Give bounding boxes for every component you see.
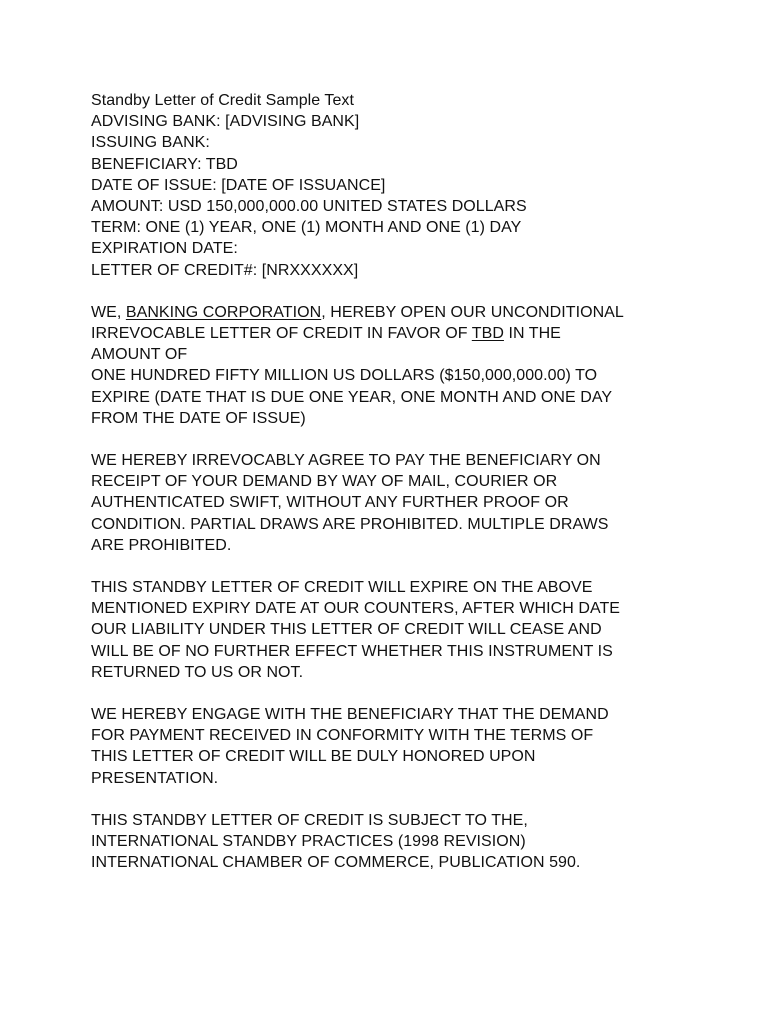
text-run: WE, — [91, 303, 126, 321]
paragraph-line: THIS STANDBY LETTER OF CREDIT WILL EXPIRE ON THE ABOVE — [91, 579, 593, 597]
paragraph-line: ONE HUNDRED FIFTY MILLION US DOLLARS ($150,000,000.00) TO — [91, 367, 598, 385]
beneficiary-underlined: TBD — [471, 325, 504, 343]
paragraph-line: THIS STANDBY LETTER OF CREDIT IS SUBJECT TO THE, — [91, 811, 528, 829]
expiration-date-line: EXPIRATION DATE: — [91, 240, 238, 258]
letter-of-credit-number-line: LETTER OF CREDIT#: [NRXXXXXX] — [91, 261, 359, 279]
paragraph-line — [91, 302, 731, 323]
header-block — [91, 90, 731, 281]
paragraph-gap — [91, 281, 731, 302]
paragraph-line: RETURNED TO US OR NOT. — [91, 663, 304, 681]
bank-name-underlined: BANKING CORPORATION — [125, 303, 322, 321]
opening-paragraph — [91, 302, 731, 429]
letter-of-credit-document — [91, 90, 731, 874]
paragraph-gap — [91, 789, 731, 810]
paragraph-line: WE HEREBY IRREVOCABLY AGREE TO PAY THE BENEFICIARY ON — [91, 452, 601, 470]
paragraph-gap — [91, 429, 731, 450]
governing-rules-paragraph — [91, 810, 731, 874]
amount-line: AMOUNT: USD 150,000,000.00 UNITED STATES DOLLARS — [91, 198, 527, 216]
paragraph-line: AUTHENTICATED SWIFT, WITHOUT ANY FURTHER PROOF OR — [91, 494, 569, 512]
expiry-paragraph — [91, 577, 731, 683]
paragraph-line: AMOUNT OF — [91, 346, 188, 364]
paragraph-line: ARE PROHIBITED. — [91, 536, 232, 554]
payment-agreement-paragraph — [91, 450, 731, 556]
text-run: IN THE — [503, 325, 561, 343]
beneficiary-line: BENEFICIARY: TBD — [91, 155, 238, 173]
paragraph-line: RECEIPT OF YOUR DEMAND BY WAY OF MAIL, COURIER OR — [91, 473, 558, 491]
paragraph-gap — [91, 556, 731, 577]
paragraph-gap — [91, 683, 731, 704]
advising-bank-line: ADVISING BANK: [ADVISING BANK] — [91, 113, 360, 131]
engagement-paragraph — [91, 704, 731, 789]
text-run: , HEREBY OPEN OUR UNCONDITIONAL — [321, 303, 624, 321]
paragraph-line: FOR PAYMENT RECEIVED IN CONFORMITY WITH THE TERMS OF — [91, 727, 594, 745]
text-run: IRREVOCABLE LETTER OF CREDIT IN FAVOR OF — [91, 325, 472, 343]
paragraph-line: WILL BE OF NO FURTHER EFFECT WHETHER THIS INSTRUMENT IS — [91, 642, 613, 660]
issuing-bank-line: ISSUING BANK: — [91, 134, 210, 152]
paragraph-line: CONDITION. PARTIAL DRAWS ARE PROHIBITED. MULTIPLE DRAWS — [91, 515, 609, 533]
document-title: Standby Letter of Credit Sample Text — [91, 92, 354, 109]
paragraph-line — [91, 323, 731, 344]
paragraph-line: INTERNATIONAL STANDBY PRACTICES (1998 REVISION) — [91, 833, 526, 851]
term-line: TERM: ONE (1) YEAR, ONE (1) MONTH AND ONE (1) DAY — [91, 219, 522, 237]
paragraph-line: OUR LIABILITY UNDER THIS LETTER OF CREDIT WILL CEASE AND — [91, 621, 602, 639]
paragraph-line: MENTIONED EXPIRY DATE AT OUR COUNTERS, AFTER WHICH DATE — [91, 600, 621, 618]
paragraph-line: WE HEREBY ENGAGE WITH THE BENEFICIARY THAT THE DEMAND — [91, 706, 609, 724]
paragraph-line: PRESENTATION. — [91, 769, 219, 787]
paragraph-line: FROM THE DATE OF ISSUE) — [91, 409, 306, 427]
paragraph-line: EXPIRE (DATE THAT IS DUE ONE YEAR, ONE MONTH AND ONE DAY — [91, 388, 613, 406]
date-of-issue-line: DATE OF ISSUE: [DATE OF ISSUANCE] — [91, 176, 386, 194]
paragraph-line: INTERNATIONAL CHAMBER OF COMMERCE, PUBLICATION 590. — [91, 854, 581, 872]
paragraph-line: THIS LETTER OF CREDIT WILL BE DULY HONORED UPON — [91, 748, 536, 766]
